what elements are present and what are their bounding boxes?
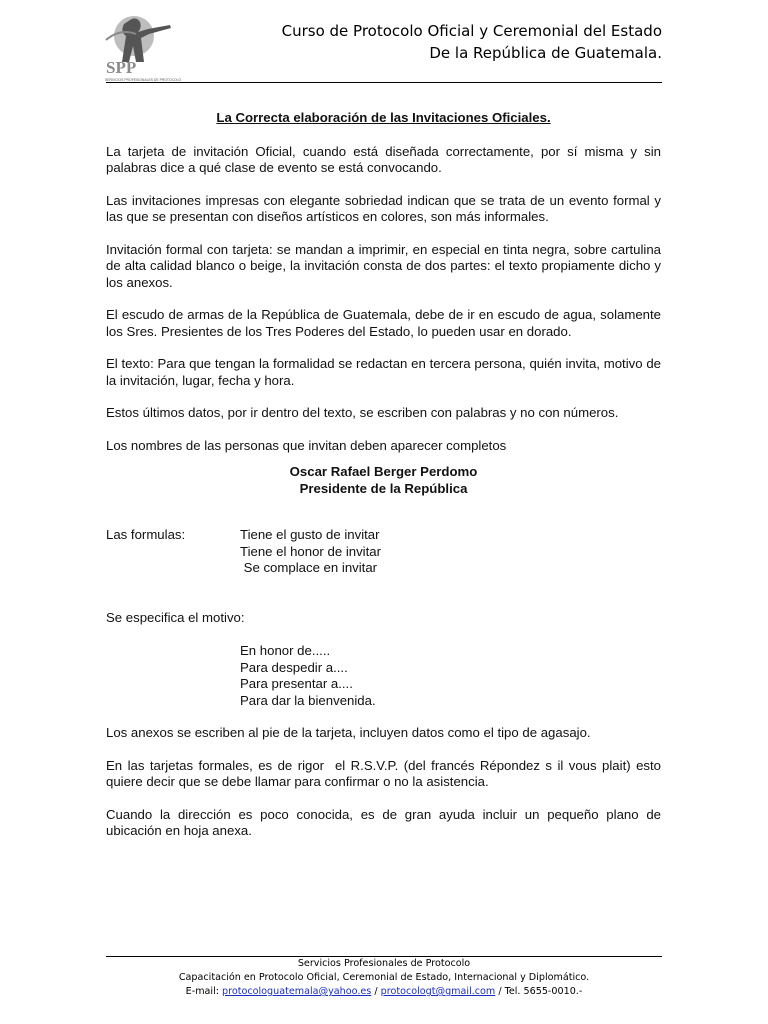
footer-contact: [106, 985, 662, 999]
paragraph: Los nombres de las personas que invitan deben aparecer completos: [106, 437, 507, 453]
logo-text: SPP: [106, 58, 137, 77]
footer-training: Capacitación en Protocolo Oficial, Ceremonial de Estado, Internacional y Diplomático.: [178, 972, 590, 983]
header-title-line1: Curso de Protocolo Oficial y Ceremonial del Estado: [281, 22, 662, 40]
motivo-item: Para dar la bienvenida.: [240, 692, 376, 708]
spp-logo: [100, 10, 184, 84]
formula-item: Tiene el gusto de invitar: [240, 527, 380, 542]
motivo-label: Se especifica el motivo:: [106, 609, 245, 625]
document-title: La Correcta elaboración de las Invitaciones Oficiales.: [216, 110, 551, 125]
motivo-item: Para despedir a....: [240, 659, 348, 675]
signatory-title: Presidente de la República: [299, 480, 468, 496]
header-title-line2: De la República de Guatemala.: [429, 44, 662, 62]
motivo-item: En honor de.....: [240, 643, 331, 658]
motivo-list: [240, 643, 661, 709]
paragraph: El texto: Para que tengan la formalidad se redactan en tercera persona, quién invita, motivo de la invitación, lugar, fecha y hora.: [106, 356, 661, 388]
footer-separator: /: [371, 986, 381, 997]
formulas-block: [106, 527, 661, 577]
page-footer: [106, 957, 662, 999]
footer-email-label: E-mail:: [185, 986, 223, 997]
formulas-list: [240, 527, 381, 577]
signatory-block: [106, 464, 661, 497]
page-header: [282, 20, 662, 64]
paragraph: Cuando la dirección es poco conocida, es de gran ayuda incluir un pequeño plano de ubicación en hoja anexa.: [106, 806, 661, 838]
paragraph: Estos últimos datos, por ir dentro del texto, se escriben con palabras y no con números.: [106, 405, 619, 420]
paragraph: En las tarjetas formales, es de rigor el R.S.V.P. (del francés Répondez s il vous plait) esto quiere decir que se debe llamar para confirmar o no la asistencia.: [106, 757, 665, 789]
formulas-label: Las formulas:: [106, 527, 186, 542]
paragraph: El escudo de armas de la República de Guatemala, debe de ir en escudo de agua, solamente los Sres. Presientes de los Tres Poderes del Estado, lo pueden usar en dorado.: [106, 307, 661, 339]
paragraph: Los anexos se escriben al pie de la tarjeta, incluyen datos como el tipo de agasajo.: [106, 725, 591, 740]
email-link-gmail[interactable]: protocologt@gmail.com: [380, 986, 496, 997]
paragraph: Invitación formal con tarjeta: se mandan a imprimir, en especial en tinta negra, sobre cartulina de alta calidad blanco o beige, la invitación consta de dos partes: el texto propiamente dicho y los anexos.: [106, 241, 661, 290]
header-divider: [106, 82, 662, 83]
formula-item: Tiene el honor de invitar: [240, 543, 381, 559]
paragraph: La tarjeta de invitación Oficial, cuando está diseñada correctamente, por sí misma y sin palabras dice a qué clase de evento se está convocando.: [106, 143, 661, 175]
document-body: [106, 110, 665, 856]
footer-org: Servicios Profesionales de Protocolo: [297, 958, 471, 969]
formula-item: Se complace en invitar: [240, 560, 378, 575]
footer-phone: / Tel. 5655-0010.-: [495, 986, 583, 997]
paragraph: Las invitaciones impresas con elegante sobriedad indican que se trata de un evento formal y las que se presentan con diseños artísticos en colores, son más informales.: [106, 192, 661, 224]
signatory-name: Oscar Rafael Berger Perdomo: [289, 464, 478, 479]
email-link-yahoo[interactable]: protocologuatemala@yahoo.es: [222, 986, 372, 997]
logo-subtext: SERVICIOS PROFESIONALES DE PROTOCOLO: [105, 78, 182, 82]
motivo-item: Para presentar a....: [240, 676, 353, 691]
